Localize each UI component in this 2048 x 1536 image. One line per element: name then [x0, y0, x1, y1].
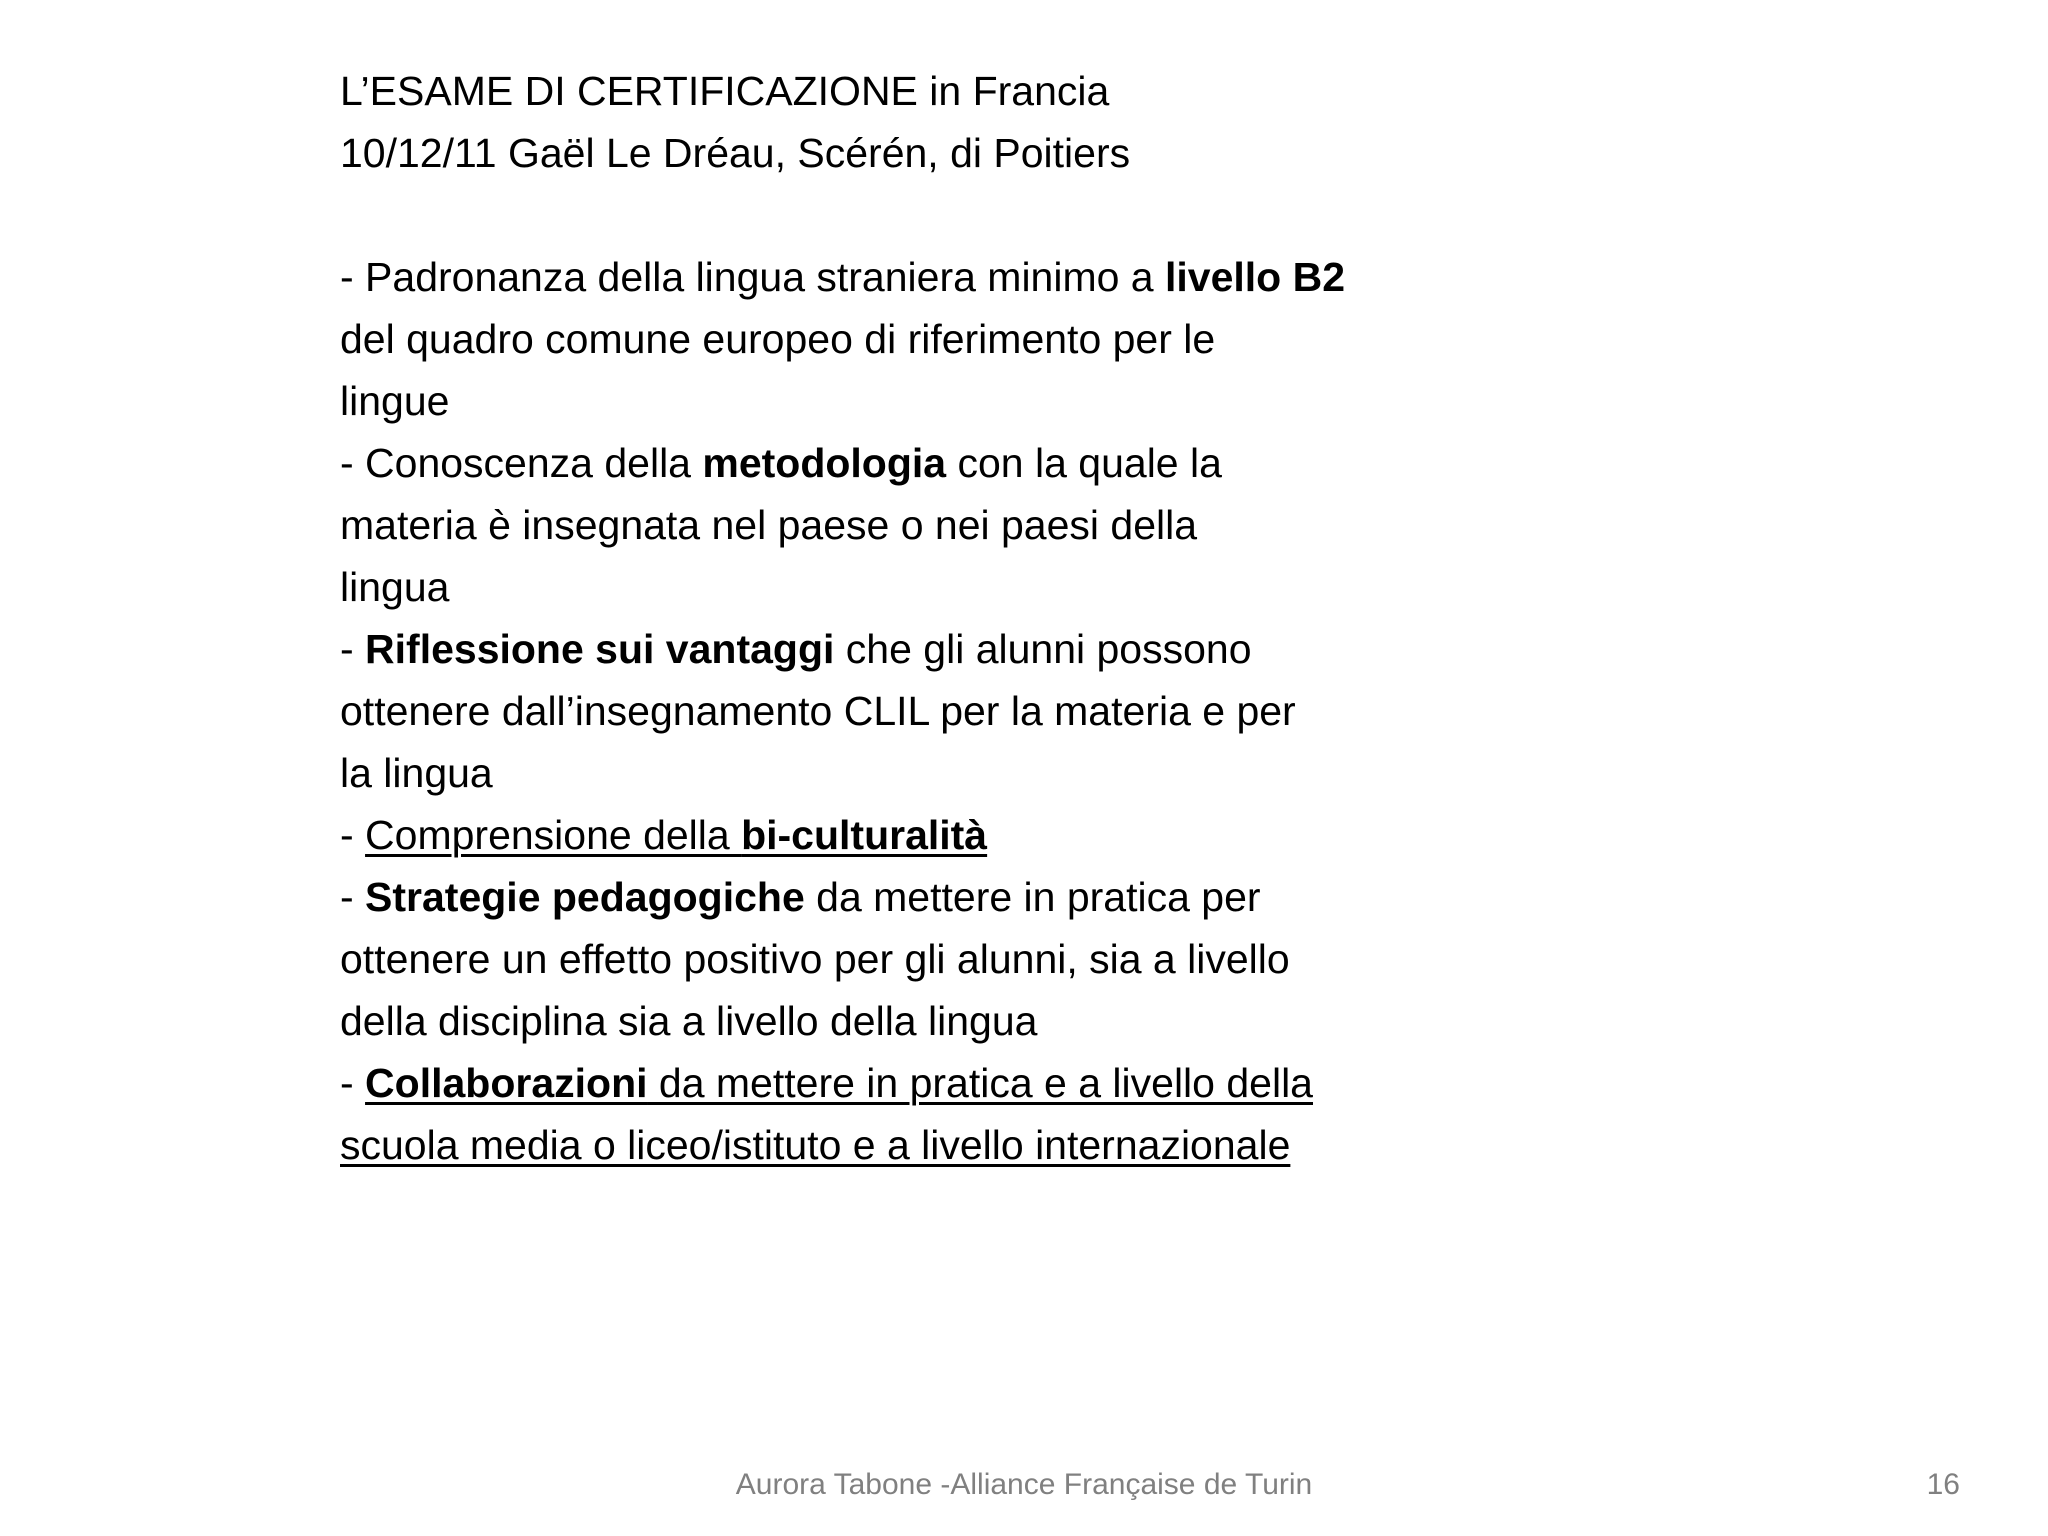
underline-comprensione: Comprensione della [365, 812, 742, 858]
bullet-comprensione: - Comprensione della bi-culturalità [340, 812, 988, 858]
emphasis-bi-culturalita: bi-culturalità [741, 812, 988, 858]
underline-collaborazioni: da mettere in pratica e a livello della [647, 1060, 1313, 1106]
spacer [340, 184, 1540, 246]
page-number: 16 [1926, 1468, 1960, 1501]
emphasis-strategie: Strategie pedagogiche [365, 874, 805, 920]
bullet-conoscenza-line-3: lingua [340, 564, 450, 610]
footer-text: Aurora Tabone -Alliance Française de Turin [735, 1468, 1313, 1501]
bullet-conoscenza: - Conoscenza della metodologia con la quale la [340, 440, 1222, 486]
emphasis-collaborazioni: Collaborazioni [365, 1060, 648, 1106]
bullet-collaborazioni-line-2: scuola media o liceo/istituto e a livello internazionale [340, 1122, 1291, 1168]
title-line-1: L’ESAME DI CERTIFICAZIONE in Francia [340, 68, 1110, 114]
bullet-collaborazioni: - Collaborazioni da mettere in pratica e a livello della [340, 1060, 1313, 1106]
bullet-strategie: - Strategie pedagogiche da mettere in pratica per [340, 874, 1261, 920]
bullet-padronanza-line-2: del quadro comune europeo di riferimento per le [340, 316, 1216, 362]
bullet-padronanza: - Padronanza della lingua straniera minimo a livello B2 [340, 254, 1346, 300]
bullet-strategie-line-3: della disciplina sia a livello della lingua [340, 998, 1038, 1044]
bullet-padronanza-line-3: lingue [340, 378, 450, 424]
bullet-riflessione-line-2: ottenere dall’insegnamento CLIL per la materia e per [340, 688, 1296, 734]
emphasis-riflessione: Riflessione sui vantaggi [365, 626, 835, 672]
emphasis-metodologia: metodologia [702, 440, 947, 486]
bullet-riflessione: - Riflessione sui vantaggi che gli alunni possono [340, 626, 1252, 672]
bullet-riflessione-line-3: la lingua [340, 750, 493, 796]
bullet-strategie-line-2: ottenere un effetto positivo per gli alunni, sia a livello [340, 936, 1290, 982]
bullet-conoscenza-line-2: materia è insegnata nel paese o nei paesi della [340, 502, 1198, 548]
title-line-2: 10/12/11 Gaël Le Dréau, Scérén, di Poitiers [340, 130, 1131, 176]
emphasis-livello-b2: livello B2 [1165, 254, 1346, 300]
slide-body [340, 60, 1540, 1176]
